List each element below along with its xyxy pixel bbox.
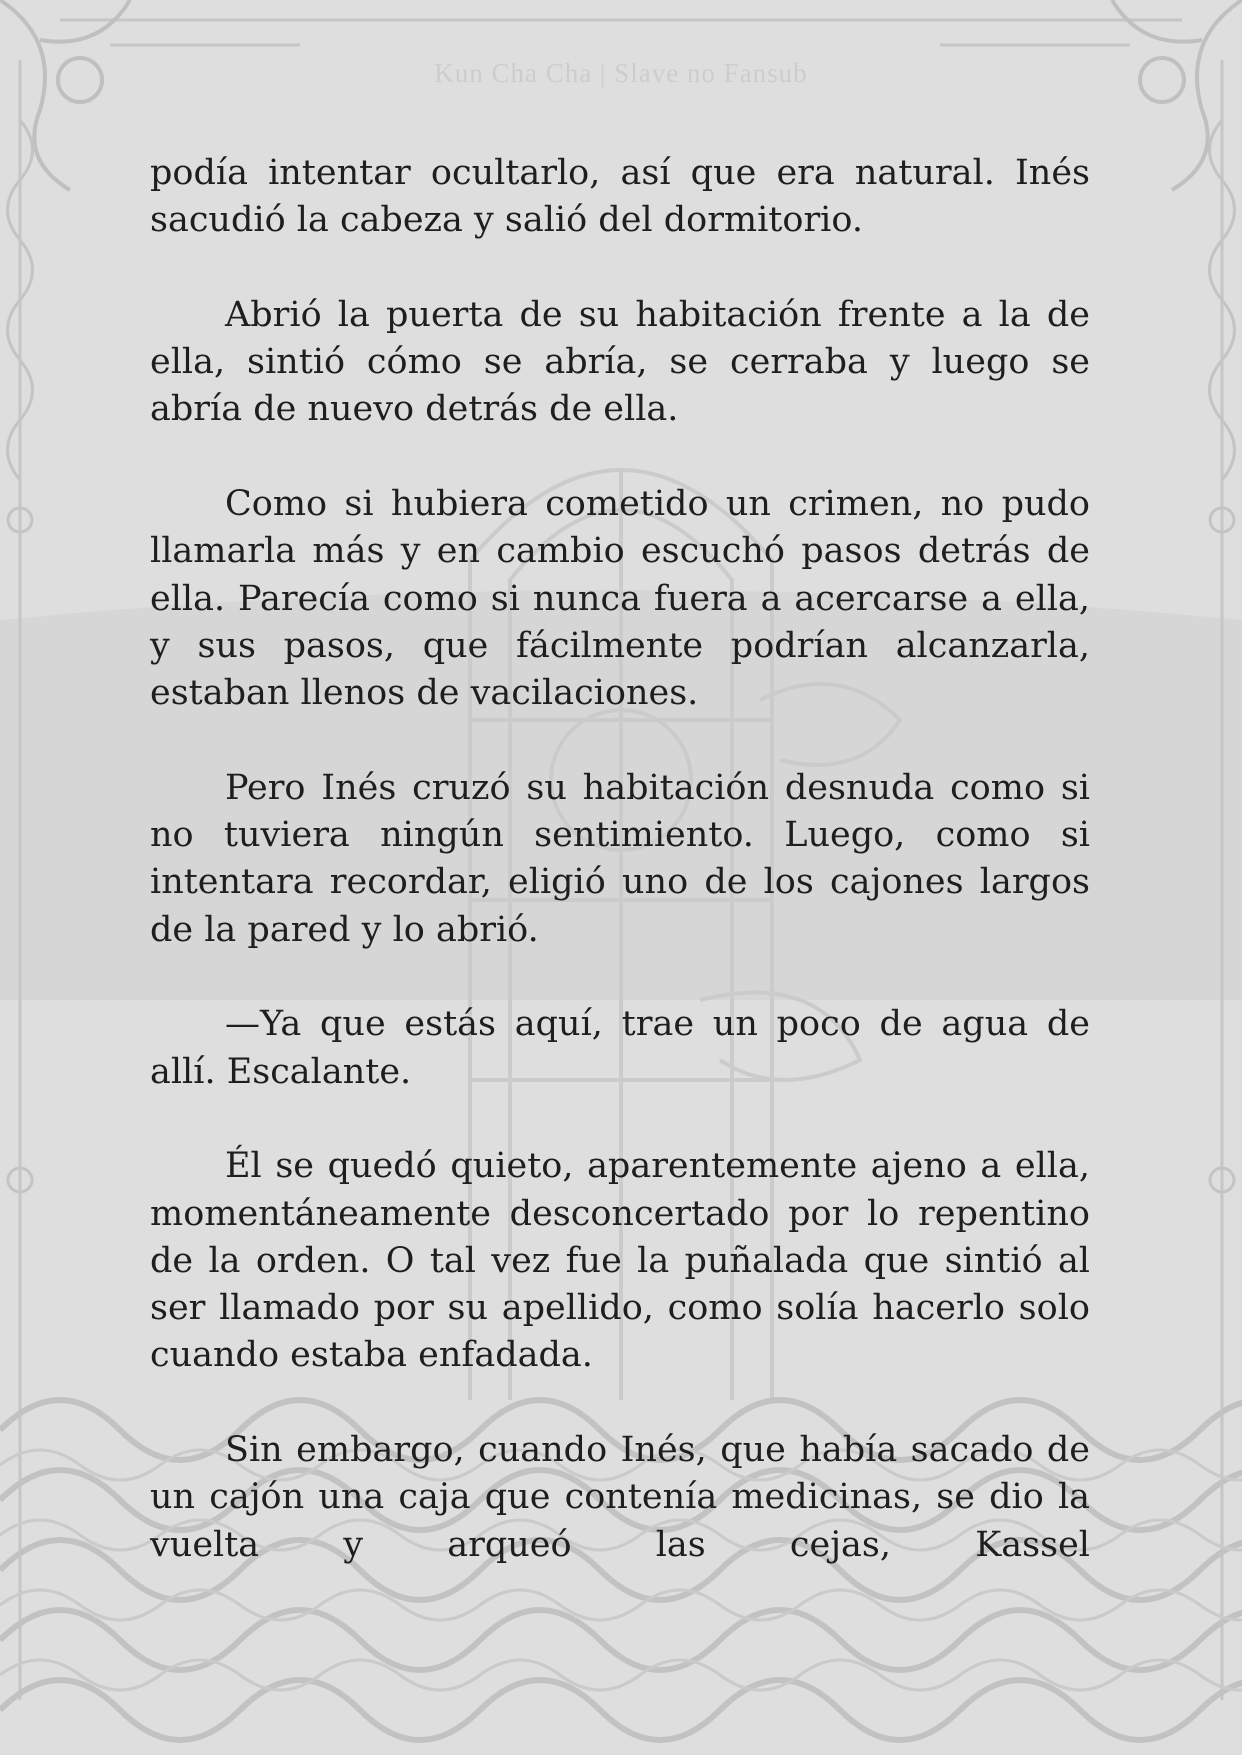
translator-credits: Kun Cha Cha | Slave no Fansub <box>434 58 808 88</box>
paragraph: —Ya que estás aquí, trae un poco de agua de allí. Escalante. <box>150 1004 1090 1092</box>
paragraph: Él se quedó quieto, aparentemente ajeno a ella, momentáneamente desconcertado por lo repentino de la orden. O tal vez fue la puñalada que sintió al ser llamado por su apellido, como solía hacerlo solo cuando estaba enfadada. <box>150 1146 1090 1376</box>
paragraph: Sin embargo, cuando Inés, que había sacado de un cajón una caja que contenía medicinas, se dio la vuelta y arqueó las cejas, Kassel <box>150 1430 1090 1565</box>
body-text <box>150 150 1090 1616</box>
paragraph: Pero Inés cruzó su habitación desnuda como si no tuviera ningún sentimiento. Luego, como si intentara recordar, eligió uno de los cajones largos de la pared y lo abrió. <box>150 767 1090 950</box>
paragraph: Como si hubiera cometido un crimen, no pudo llamarla más y en cambio escuchó pasos detrás de ella. Parecía como si nunca fuera a acercarse a ella, y sus pasos, que fácilmente podrían alcanzarla, estaban llenos de vacilaciones. <box>150 484 1090 714</box>
paragraph: podía intentar ocultarlo, así que era natural. Inés sacudió la cabeza y salió del dormitorio. <box>150 153 1090 241</box>
paragraph: Abrió la puerta de su habitación frente a la de ella, sintió cómo se abría, se cerraba y luego se abría de nuevo detrás de ella. <box>150 294 1090 430</box>
